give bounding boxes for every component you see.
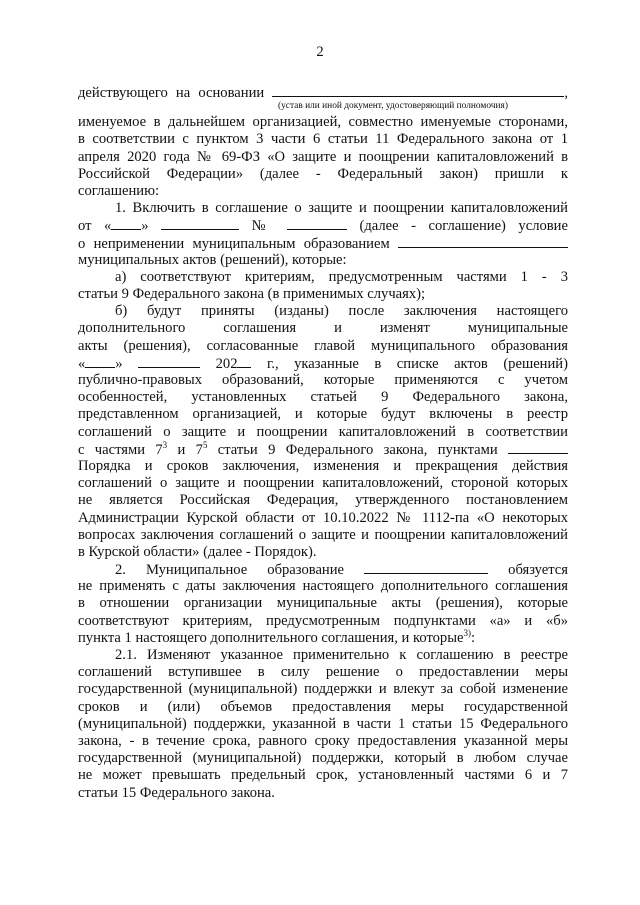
text-line: публично-правовых образований, которые применяются с учетом — [78, 372, 568, 388]
text-line: 2. Муниципальное образование обязуется — [115, 562, 568, 579]
text-line: акты (решения), согласованные главой муниципального образования — [78, 337, 568, 354]
text-line: не является Российская Федерация, утвержденного постановлением — [78, 492, 568, 509]
number-blank — [287, 217, 347, 230]
text-line: государственной (муниципальной) поддержки, который в любом случае — [78, 750, 568, 767]
text-line: не применять с даты заключения настоящего дополнительного соглашения — [78, 578, 568, 595]
text-line: (муниципальной) поддержки, указанной в части 1 статьи 15 Федерального — [78, 715, 568, 732]
field-caption: (устав или иной документ, удостоверяющий полномочия) — [278, 101, 508, 112]
text-line: соглашений о защите и поощрении капиталовложений в соответствии — [78, 423, 568, 440]
page-number: 2 — [316, 44, 324, 60]
text-line: апреля 2020 года № 69-ФЗ «О защите и поощрении капиталовложений в — [78, 148, 568, 165]
text-line: 2.1. Изменяют указанное применительно к соглашению в реестре — [115, 647, 568, 663]
basis-blank — [272, 84, 564, 97]
municipality-blank — [398, 235, 568, 248]
text-line: именуемое в дальнейшем организацией, совместно именуемые сторонами, — [78, 114, 568, 131]
year-blank — [237, 355, 251, 368]
day-blank — [111, 217, 141, 230]
text-line: б) будут приняты (изданы) после заключения настоящего — [115, 303, 568, 320]
text-line: соответствуют критериям, предусмотренным подпунктами «а» и «б» — [78, 612, 568, 629]
text-line: соглашению: — [78, 182, 160, 199]
text-line: Администрации Курской области от 10.10.2022 № 1112-па «О некоторых — [78, 509, 568, 526]
text-line: соглашений о защите и поощрении капиталовложений, стороной которых — [78, 475, 568, 492]
text-line: в Курской области» (далее - Порядок). — [78, 543, 317, 560]
month-blank — [138, 355, 200, 368]
text-line: муниципальных актов (решений), которые: — [78, 251, 347, 268]
text-line: соглашений вступившее в силу решение о предоставлении меры — [78, 664, 568, 681]
text-line: не может превышать предельный срок, установленный частями 6 и 7 — [78, 767, 568, 784]
document-body — [78, 84, 568, 802]
text-line: пункта 1 настоящего дополнительного соглашения, и которые$^{3)}$: — [78, 627, 476, 646]
text-line: « » 202 г., указанные в списке актов (решений) — [78, 355, 568, 372]
text-line: 1. Включить в соглашение о защите и поощрении капиталовложений — [115, 200, 568, 217]
text-line: в соответствии с пунктом 3 части 6 статьи 11 Федерального закона от 1 — [78, 131, 568, 148]
day-blank — [85, 355, 115, 368]
text-line: а) соответствуют критериям, предусмотренным частями 1 - 3 — [115, 268, 568, 285]
text-line: государственной (муниципальной) поддержки и влекут за собой изменение — [78, 681, 568, 698]
text-line: особенностей, установленных статьей 9 Федерального закона, — [78, 389, 568, 406]
text-line: действующего на основании , — [78, 85, 568, 101]
text-line: сроков и (или) объемов предоставления меры государственной — [78, 698, 568, 715]
municipality-blank — [364, 561, 488, 574]
text-line: статьи 15 Федерального закона. — [78, 784, 275, 801]
text-line: Российской Федерации» (далее - Федеральный закон) пришли к — [78, 165, 568, 182]
text-line: статьи 9 Федерального закона (в применимых случаях); — [78, 286, 426, 303]
text-line: в отношении организации муниципальные акты (решения), которые — [78, 595, 568, 612]
text-line: закона, - в течение срока, равного сроку предоставления указанной меры — [78, 732, 568, 749]
text-line: дополнительного соглашения и изменят муниципальные — [78, 320, 568, 337]
text-line: с частями $7^3$ и $7^5$ статьи 9 Федерального закона, пунктами — [78, 441, 568, 458]
text-line: о неприменении муниципальным образованием — [78, 235, 568, 252]
text-line: представленном организацией, и которые будут включены в реестр — [78, 406, 568, 423]
text-line: вопросах заключения соглашений о защите и поощрении капиталовложений — [78, 526, 568, 543]
text-line: от « » № (далее - соглашение) условие — [78, 218, 568, 235]
text-line: Порядка и сроков заключения, изменения и прекращения действия — [78, 457, 568, 474]
points-blank — [508, 441, 568, 454]
month-blank — [161, 217, 239, 230]
